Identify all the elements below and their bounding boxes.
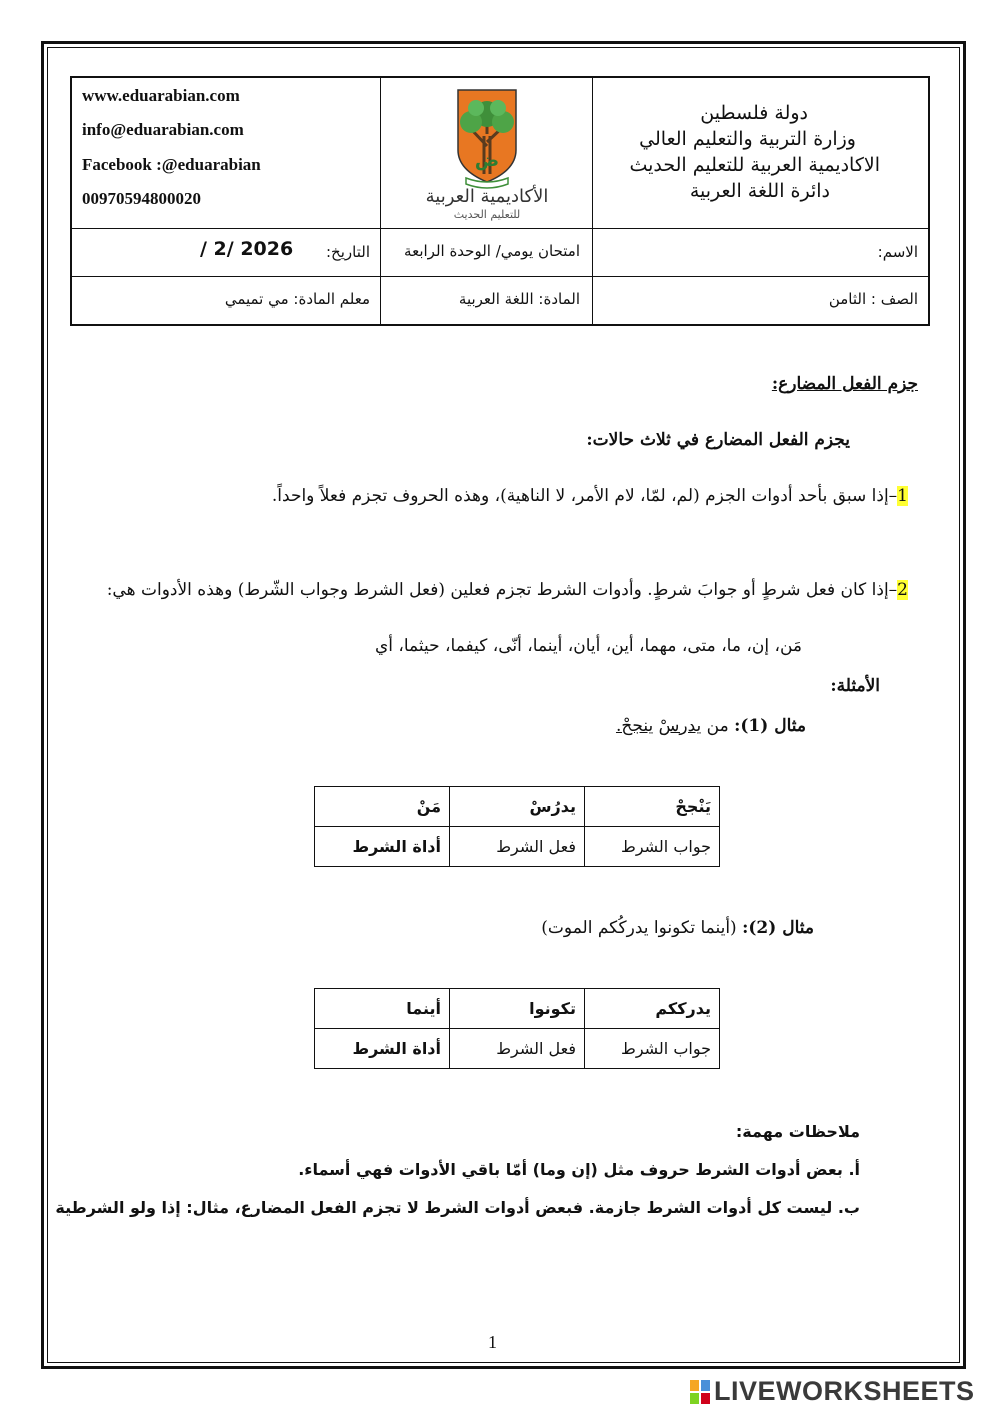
table-row xyxy=(315,787,720,827)
case-1 xyxy=(272,486,908,506)
example-1-table xyxy=(314,786,720,867)
case-2 xyxy=(107,580,908,600)
example-1-word: ينجحْ. xyxy=(615,716,654,736)
notes-heading: ملاحظات مهمة: xyxy=(735,1122,860,1141)
note-a: أ. بعض أدوات الشرط حروف مثل (إن وما) أمّا باقي الأدوات فهي أسماء. xyxy=(298,1160,860,1179)
contact-email: info@eduarabian.com xyxy=(82,120,244,139)
note-b: ب. ليست كل أدوات الشرط جازمة. فبعض أدوات الشرط لا تجزم الفعل المضارع، مثال: إذا ولو الشرطية xyxy=(55,1198,860,1217)
org-line-academy: الاكاديمية العربية للتعليم الحديث xyxy=(629,154,880,176)
table-row xyxy=(315,1029,720,1069)
org-line-ministry: وزارة التربية والتعليم العالي xyxy=(639,128,856,150)
case-1-number: 1 xyxy=(897,486,908,506)
org-line-department: دائرة اللغة العربية xyxy=(689,180,830,202)
table-cell: يدرككم xyxy=(585,989,720,1029)
table-cell: يدرُسْ xyxy=(450,787,585,827)
case-2-text: –إذا كان فعل شرطٍ أو جوابَ شرطٍ. وأدوات الشرط تجزم فعلين (فعل الشرط وجواب الشّرط) وهذه الأدوات هي: xyxy=(106,580,898,600)
table-cell: جواب الشرط xyxy=(585,1029,720,1069)
example-2-table xyxy=(314,988,720,1069)
date-label: التاريخ: xyxy=(326,243,370,261)
case-2-number: 2 xyxy=(897,580,908,600)
logo-text: الأكاديمية العربية xyxy=(425,186,549,207)
example-2-label: مثال (2): xyxy=(742,918,814,938)
header-divider xyxy=(380,78,381,326)
logo-subtext: للتعليم الحديث xyxy=(453,208,521,221)
header-table xyxy=(70,76,930,326)
header-divider xyxy=(72,276,928,277)
liveworksheets-logo-icon xyxy=(690,1380,710,1404)
table-cell: فعل الشرط xyxy=(450,827,585,867)
table-cell: أينما xyxy=(315,989,450,1029)
lesson-title: جزم الفعل المضارع: xyxy=(771,374,918,394)
case-1-text: –إذا سبق بأحد أدوات الجزم (لم، لمّا، لام الأمر، لا الناهية)، وهذه الحروف تجزم فعلاً واحداً. xyxy=(271,486,898,506)
liveworksheets-brand: LIVEWORKSHEETS xyxy=(714,1376,975,1406)
table-cell: جواب الشرط xyxy=(585,827,720,867)
name-label: الاسم: xyxy=(877,243,918,261)
class-label: الصف : الثامن xyxy=(828,290,918,308)
example-1 xyxy=(616,716,806,736)
table-cell: تكونوا xyxy=(450,989,585,1029)
contact-facebook: Facebook :@eduarabian xyxy=(82,155,261,174)
example-1-word: من xyxy=(706,716,729,736)
example-1-label: مثال (1): xyxy=(734,716,806,736)
lesson-intro: يجزم الفعل المضارع في ثلاث حالات: xyxy=(586,430,850,450)
exam-title: امتحان يومي/ الوحدة الرابعة xyxy=(404,242,580,260)
teacher-label: معلم المادة: مي تميمي xyxy=(224,290,370,308)
table-cell: أداة الشرط xyxy=(315,1029,450,1069)
example-2 xyxy=(541,918,814,938)
logo-letter: ض xyxy=(474,150,500,171)
table-row xyxy=(315,989,720,1029)
header-divider xyxy=(72,228,928,229)
academy-logo xyxy=(398,86,576,224)
page-number: 1 xyxy=(488,1332,497,1352)
org-line-state: دولة فلسطين xyxy=(700,102,808,124)
contact-website: www.eduarabian.com xyxy=(82,86,240,105)
table-cell: فعل الشرط xyxy=(450,1029,585,1069)
example-2-text: (أينما تكونوا يدركُكم الموت) xyxy=(541,918,737,938)
subject-label: المادة: اللغة العربية xyxy=(458,290,580,308)
table-cell: مَنْ xyxy=(315,787,450,827)
contact-phone: 00970594800020 xyxy=(82,189,201,208)
example-1-word: يدرسْ xyxy=(658,716,702,736)
table-cell: يَنْجحْ xyxy=(585,787,720,827)
table-row xyxy=(315,827,720,867)
header-divider xyxy=(592,78,593,326)
examples-heading: الأمثلة: xyxy=(830,676,880,696)
date-value: / 2/ 2026 xyxy=(200,238,294,260)
conditional-tools-list: مَن، إن، ما، متى، مهما، أين، أيان، أينما، أنّى، كيفما، حيثما، أي xyxy=(374,636,802,656)
table-cell: أداة الشرط xyxy=(315,827,450,867)
